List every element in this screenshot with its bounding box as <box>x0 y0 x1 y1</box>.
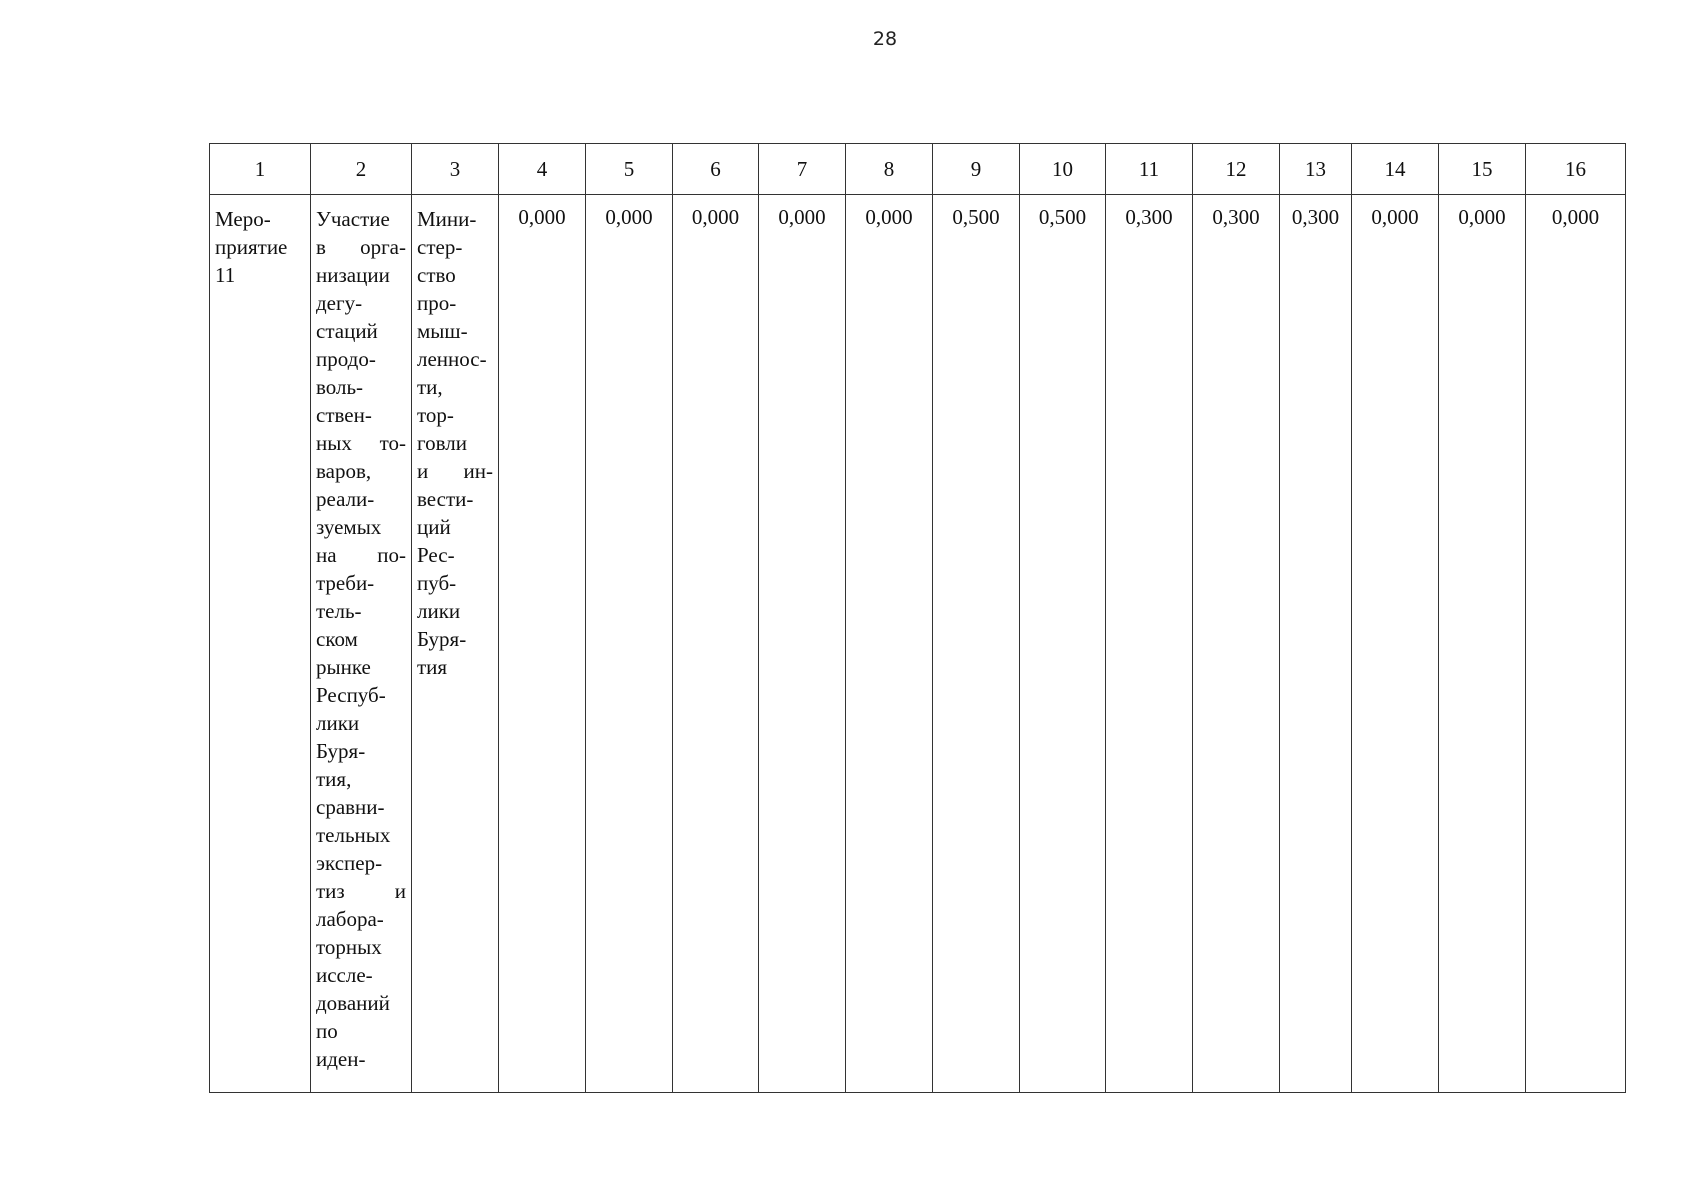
text-line: 11 <box>215 263 236 287</box>
text-line: лики <box>316 711 360 735</box>
value-cell: 0,000 <box>673 195 759 1093</box>
value-cell: 0,300 <box>1280 195 1352 1093</box>
text-line: дегу- <box>316 291 363 315</box>
text-line: и ин- <box>417 459 493 483</box>
text-line: вести- <box>417 487 474 511</box>
value-cell: 0,000 <box>1526 195 1626 1093</box>
value-cell: 0,000 <box>846 195 933 1093</box>
event-description-cell <box>311 195 412 1093</box>
value-cell: 0,300 <box>1193 195 1280 1093</box>
text-line: экспер- <box>316 851 383 875</box>
text-line: лики <box>417 599 461 623</box>
text-line: Буря- <box>316 739 366 763</box>
text-line: ти, <box>417 375 443 399</box>
text-line: тия <box>417 655 448 679</box>
text-line: лабора- <box>316 907 384 931</box>
header-cell: 1 <box>210 144 311 195</box>
header-cell: 15 <box>1439 144 1526 195</box>
event-description <box>311 205 411 1073</box>
text-line: продо- <box>316 347 376 371</box>
header-cell: 16 <box>1526 144 1626 195</box>
header-cell: 11 <box>1106 144 1193 195</box>
text-line: тиз и <box>316 879 406 903</box>
value-cell: 0,500 <box>933 195 1020 1093</box>
text-line: Мини- <box>417 207 477 231</box>
text-line: тель- <box>316 599 362 623</box>
text-line: Респуб- <box>316 683 386 707</box>
header-cell: 2 <box>311 144 412 195</box>
text-line: низации <box>316 263 390 287</box>
header-cell: 4 <box>499 144 586 195</box>
text-line: рынке <box>316 655 371 679</box>
table-row <box>210 195 1626 1093</box>
text-line: треби- <box>316 571 375 595</box>
text-line: леннос- <box>417 347 487 371</box>
responsible-executor <box>412 205 498 681</box>
text-line: про- <box>417 291 457 315</box>
responsible-executor-cell <box>412 195 499 1093</box>
text-line: ных то- <box>316 431 406 455</box>
header-cell: 5 <box>586 144 673 195</box>
value-cell: 0,000 <box>1439 195 1526 1093</box>
text-line: воль- <box>316 375 364 399</box>
header-cell: 9 <box>933 144 1020 195</box>
event-label-cell <box>210 195 311 1093</box>
value-cell: 0,500 <box>1020 195 1106 1093</box>
text-line: Буря- <box>417 627 467 651</box>
text-line: дований <box>316 991 390 1015</box>
page-number: 28 <box>872 28 898 50</box>
text-line: Меро- <box>215 207 271 231</box>
header-cell: 13 <box>1280 144 1352 195</box>
value-cell: 0,000 <box>1352 195 1439 1093</box>
text-line: говли <box>417 431 467 455</box>
value-cell: 0,300 <box>1106 195 1193 1093</box>
header-cell: 10 <box>1020 144 1106 195</box>
value-cell: 0,000 <box>499 195 586 1093</box>
text-line: стаций <box>316 319 378 343</box>
text-line: ском <box>316 627 358 651</box>
text-line: тия, <box>316 767 352 791</box>
header-cell: 6 <box>673 144 759 195</box>
text-line: реали- <box>316 487 375 511</box>
text-line: в орга- <box>316 235 406 259</box>
text-line: сравни- <box>316 795 385 819</box>
text-line: пуб- <box>417 571 457 595</box>
data-table <box>209 143 1626 1093</box>
text-line: ство <box>417 263 456 287</box>
text-line: иден- <box>316 1047 366 1071</box>
text-line: варов, <box>316 459 372 483</box>
text-line: Рес- <box>417 543 455 567</box>
header-cell: 3 <box>412 144 499 195</box>
table-header-row <box>210 144 1626 195</box>
text-line: ствен- <box>316 403 372 427</box>
text-line: по <box>316 1019 338 1043</box>
text-line: Участие <box>316 207 390 231</box>
value-cell: 0,000 <box>759 195 846 1093</box>
header-cell: 8 <box>846 144 933 195</box>
header-cell: 12 <box>1193 144 1280 195</box>
text-line: тельных <box>316 823 391 847</box>
header-cell: 14 <box>1352 144 1439 195</box>
text-line: мыш- <box>417 319 468 343</box>
text-line: тор- <box>417 403 454 427</box>
value-cell: 0,000 <box>586 195 673 1093</box>
text-line: на по- <box>316 543 406 567</box>
text-line: зуемых <box>316 515 382 539</box>
event-label <box>210 205 310 289</box>
text-line: торных <box>316 935 382 959</box>
text-line: ций <box>417 515 451 539</box>
text-line: стер- <box>417 235 463 259</box>
header-cell: 7 <box>759 144 846 195</box>
text-line: иссле- <box>316 963 373 987</box>
text-line: приятие <box>215 235 288 259</box>
